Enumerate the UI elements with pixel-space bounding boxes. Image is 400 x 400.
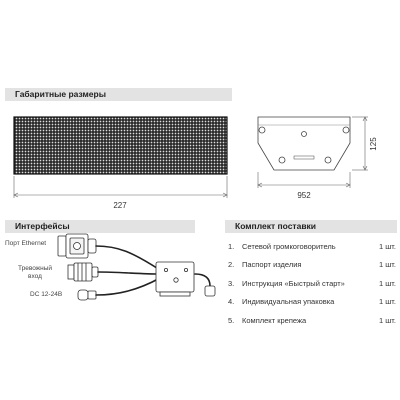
ethernet-label: Порт Ethernet xyxy=(5,240,47,247)
kit-item-qty: 1 шт. xyxy=(379,260,396,270)
kit-item-number: 3. xyxy=(228,278,235,288)
side-width-dimension xyxy=(258,172,350,188)
speaker-front-view xyxy=(14,117,227,174)
kit-item-name: Сетевой громкоговоритель xyxy=(242,241,336,251)
kit-item-name: Паспорт изделия xyxy=(242,260,302,270)
kit-item xyxy=(228,274,396,293)
ethernet-connector xyxy=(58,234,96,258)
kit-header: Комплект поставки xyxy=(225,220,397,233)
kit-item-number: 5. xyxy=(228,315,235,325)
junction-box xyxy=(156,262,215,296)
kit-item xyxy=(228,311,396,330)
kit-item-qty: 1 шт. xyxy=(379,241,396,251)
kit-item xyxy=(228,293,396,312)
kit-list xyxy=(228,237,396,330)
side-height-dimension xyxy=(352,117,368,170)
kit-item-qty: 1 шт. xyxy=(379,297,396,307)
kit-item-number: 2. xyxy=(228,260,235,270)
kit-item xyxy=(228,256,396,275)
alarm-label-line2: вход xyxy=(28,273,42,280)
alarm-input-label xyxy=(18,265,52,281)
dimensions-header: Габаритные размеры xyxy=(5,88,232,101)
kit-item-name: Индивидуальная упаковка xyxy=(242,297,335,307)
kit-item-qty: 1 шт. xyxy=(379,278,396,288)
kit-item-name: Инструкция «Быстрый старт» xyxy=(242,278,345,288)
kit-item-qty: 1 шт. xyxy=(379,315,396,325)
front-width-dimension xyxy=(14,176,227,198)
kit-item-number: 4. xyxy=(228,297,235,307)
kit-item-number: 1. xyxy=(228,241,235,251)
side-height-value: 125 xyxy=(369,137,378,151)
cable-diagram xyxy=(58,234,215,300)
front-width-value: 227 xyxy=(113,201,127,210)
alarm-connector xyxy=(68,263,98,281)
interfaces-header: Интерфейсы xyxy=(5,220,195,233)
kit-item xyxy=(228,237,396,256)
side-width-value: 952 xyxy=(297,191,311,200)
speaker-side-view xyxy=(258,117,350,170)
dc-connector xyxy=(78,290,96,300)
alarm-label-line1: Тревожный xyxy=(18,265,52,272)
kit-item-name: Комплект крепежа xyxy=(242,315,307,325)
dc-power-label: DC 12-24В xyxy=(30,291,63,298)
